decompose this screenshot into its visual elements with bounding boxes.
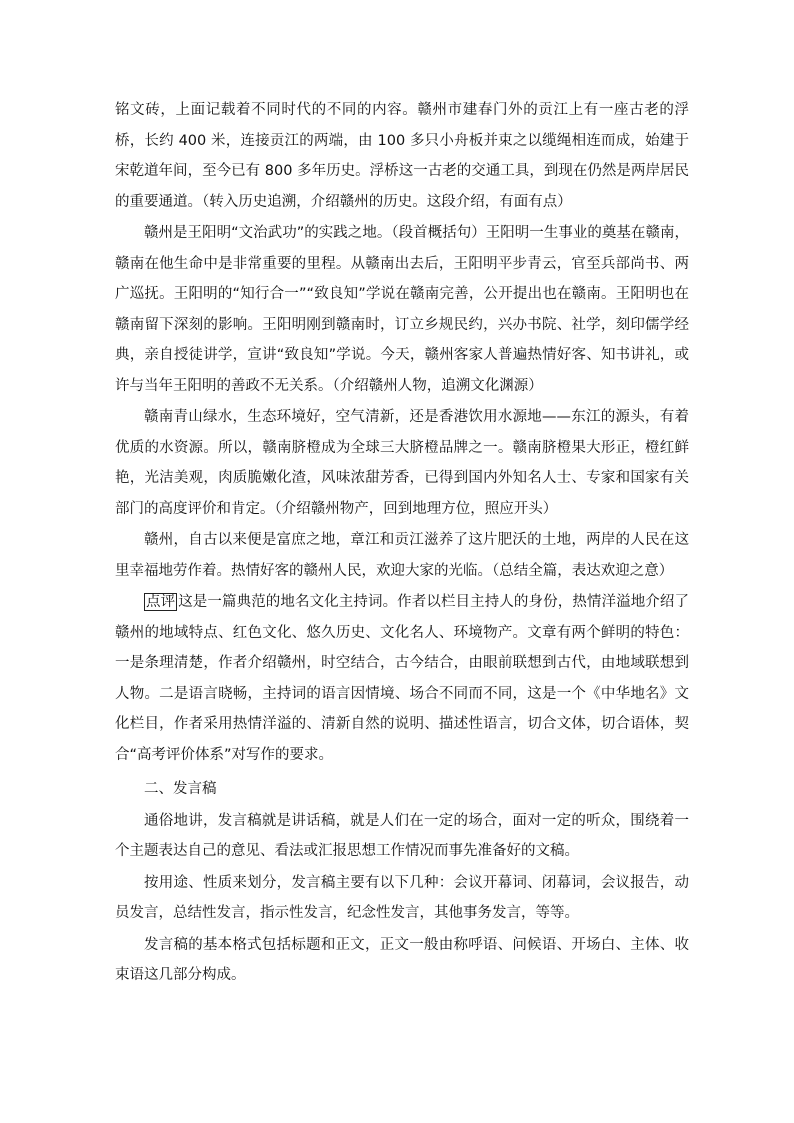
paragraph-speech-definition: 通俗地讲，发言稿就是讲话稿，就是人们在一定的场合，面对一定的听众，围绕着一个主题表达自己的意见、看法或汇报思想工作情况而事先准备好的文稿。 <box>115 812 689 859</box>
paragraph-commentary <box>115 587 689 770</box>
document-page <box>115 95 689 991</box>
paragraph-wang-yangming: 赣州是王阳明“文治武功”的实践之地。（段首概括句）王阳明一生事业的奠基在赣南，赣南在他生命中是非常重要的里程。从赣南出去后，王阳明平步青云，官至兵部尚书、两广巡抚。王阳明的“知行合一”“致良知”学说在赣南完善，公开提出也在赣南。王阳明也在赣南留下深刻的影响。王阳明刚到赣南时，订立乡规民约，兴办书院、社学，刻印儒学经典，亲自授徒讲学，宣讲“致良知”学说。今天，赣州客家人普遍热情好客、知书讲礼，或许与当年王阳明的善政不无关系。（介绍赣州人物，追溯文化渊源） <box>115 225 689 394</box>
commentary-text: 这是一篇典范的地名文化主持词。作者以栏目主持人的身份，热情洋溢地介绍了赣州的地域特点、红色文化、悠久历史、文化名人、环境物产。文章有两个鲜明的特色：一是条理清楚，作者介绍赣州，时空结合，古今结合，由眼前联想到古代，由地域联想到人物。二是语言晓畅，主持词的语言因情境、场合不同而不同，这是一个《中华地名》文化栏目，作者采用热情洋溢的、清新自然的说明、描述性语言，切合文体，切合语体，契合“高考评价体系”对写作的要求。 <box>115 594 690 763</box>
paragraph-conclusion: 赣州，自古以来便是富庶之地，章江和贡江滋养了这片肥沃的土地，两岸的人民在这里幸福地劳作着。热情好客的赣州人民，欢迎大家的光临。（总结全篇，表达欢迎之意） <box>115 532 689 579</box>
paragraph-speech-format: 发言稿的基本格式包括标题和正文，正文一般由称呼语、问候语、开场白、主体、收束语这几部分构成。 <box>115 936 689 983</box>
section-heading-speech-draft: 二、发言稿 <box>144 781 217 797</box>
paragraph-speech-types: 按用途、性质来划分，发言稿主要有以下几种：会议开幕词、闭幕词，会议报告，动员发言，总结性发言，指示性发言，纪念性发言，其他事务发言，等等。 <box>115 874 689 921</box>
paragraph-floating-bridge: 铭文砖，上面记载着不同时代的不同的内容。赣州市建春门外的贡江上有一座古老的浮桥，长约 400 米，连接贡江的两端，由 100 多只小舟板并束之以缆绳相连而成，始建于宋乾道年间，至今已有 800 多年历史。浮桥这一古老的交通工具，到现在仍然是两岸居民的重要通道。（转入历史追溯，介绍赣州的历史。这段介绍，有面有点） <box>115 102 689 210</box>
paragraph-navel-orange: 赣南青山绿水，生态环境好，空气清新，还是香港饮用水源地——东江的源头，有着优质的水资源。所以，赣南脐橙成为全球三大脐橙品牌之一。赣南脐橙果大形正，橙红鲜艳，光洁美观，肉质脆嫩化渣，风味浓甜芳香，已得到国内外知名人士、专家和国家有关部门的高度评价和肯定。（介绍赣州物产，回到地理方位，照应开头） <box>115 409 689 517</box>
comment-label-box: 点评 <box>146 594 176 610</box>
